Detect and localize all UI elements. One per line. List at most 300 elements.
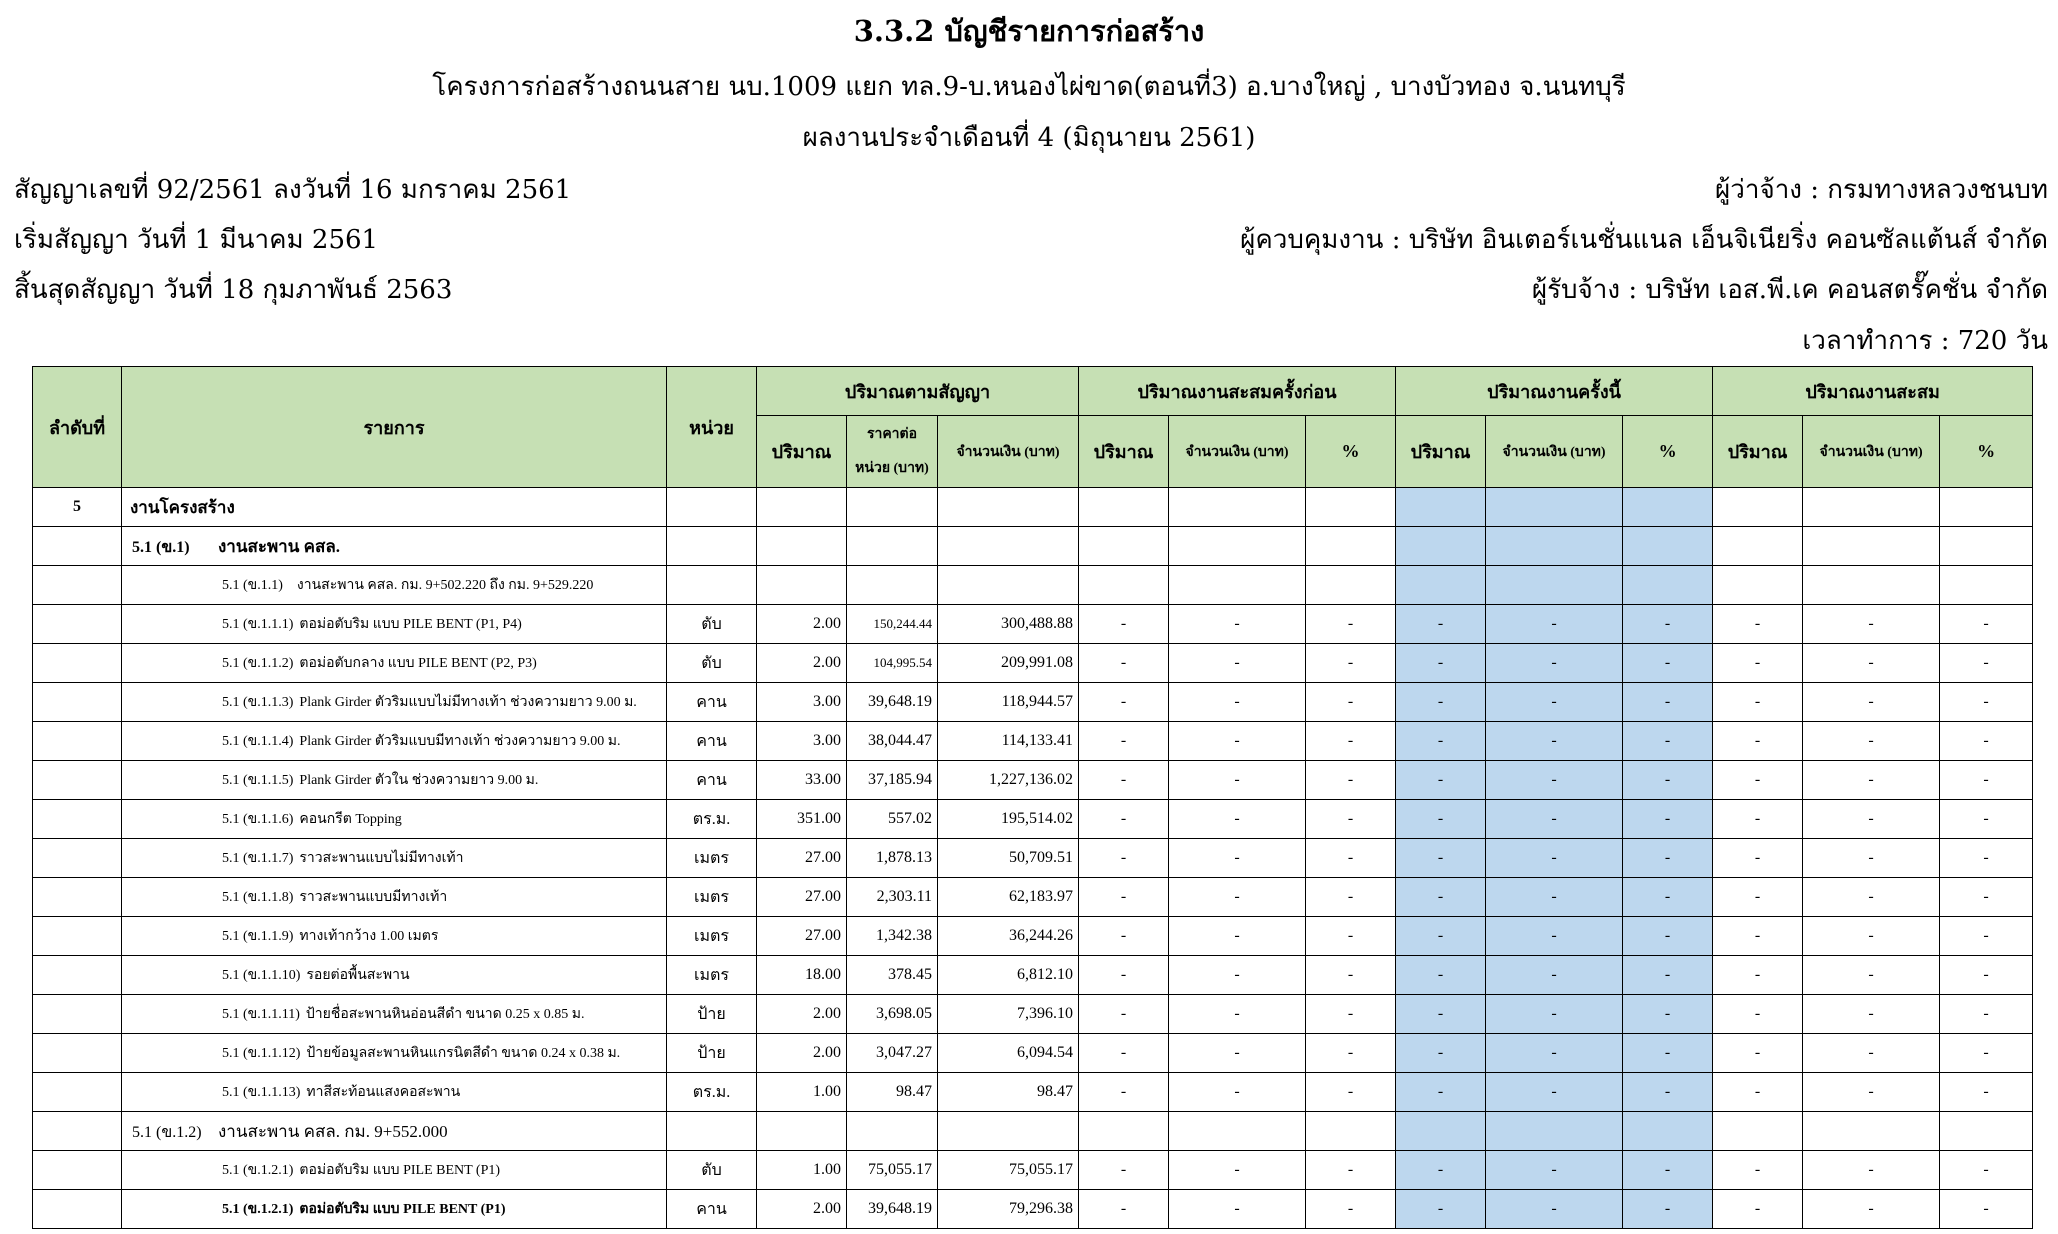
cell-amount: 79,296.38 (938, 1190, 1079, 1229)
cell-progress: - (1486, 917, 1623, 956)
cell-progress: - (1803, 878, 1940, 917)
table-row (33, 839, 2033, 878)
item-code: 5.1 (ข.1.1.10) (222, 968, 301, 983)
cell-progress: - (1803, 1073, 1940, 1112)
cell-progress: - (1803, 1034, 1940, 1073)
cell-item (122, 761, 667, 800)
cell-progress: - (1486, 1190, 1623, 1229)
document-title: 3.3.2 บัญชีรายการก่อสร้าง (853, 14, 1205, 48)
item-code: 5.1 (ข.1.2) (132, 1123, 202, 1141)
cell-progress (1623, 488, 1713, 527)
work-duration: เวลาทำการ : 720 วัน (1802, 326, 2048, 356)
cell-unit-price: 1,342.38 (847, 917, 938, 956)
cell-progress: - (1396, 1151, 1486, 1190)
cell-progress (1169, 488, 1306, 527)
cell-unit-price: 378.45 (847, 956, 938, 995)
cell-progress (1079, 1112, 1169, 1151)
table-row (33, 605, 2033, 644)
table-row (33, 566, 2033, 605)
cell-item (122, 956, 667, 995)
cell-progress: - (1306, 1073, 1396, 1112)
cell-item (122, 1112, 667, 1151)
cell-no (33, 644, 122, 683)
cell-unit: เมตร (667, 839, 757, 878)
cell-progress: - (1079, 995, 1169, 1034)
cell-amount (938, 1112, 1079, 1151)
cell-unit: คาน (667, 683, 757, 722)
cell-progress: - (1803, 605, 1940, 644)
contract-number: สัญญาเลขที่ 92/2561 ลงวันที่ 16 มกราคม 2561 (14, 175, 572, 205)
cell-amount: 209,991.08 (938, 644, 1079, 683)
cell-amount: 62,183.97 (938, 878, 1079, 917)
cell-progress: - (1623, 878, 1713, 917)
cell-progress: - (1396, 761, 1486, 800)
cell-progress: - (1803, 995, 1940, 1034)
cell-progress: - (1623, 683, 1713, 722)
item-description: ตอม่อตับกลาง แบบ PILE BENT (P2, P3) (299, 656, 537, 671)
cell-progress: - (1079, 761, 1169, 800)
cell-progress: - (1169, 605, 1306, 644)
cell-item (122, 878, 667, 917)
item-description: ตอม่อตับริม แบบ PILE BENT (P1) (299, 1202, 506, 1217)
cell-amount: 75,055.17 (938, 1151, 1079, 1190)
cell-progress: - (1940, 1034, 2033, 1073)
cell-progress: - (1079, 878, 1169, 917)
cell-item (122, 1034, 667, 1073)
cell-amount (938, 527, 1079, 566)
cell-progress: - (1306, 878, 1396, 917)
cell-progress: - (1079, 683, 1169, 722)
cell-no (33, 1112, 122, 1151)
cell-progress: - (1169, 644, 1306, 683)
cell-progress: - (1169, 761, 1306, 800)
cell-amount (938, 566, 1079, 605)
cell-unit-price (847, 527, 938, 566)
cell-progress (1623, 566, 1713, 605)
cell-progress: - (1940, 800, 2033, 839)
cell-progress (1396, 527, 1486, 566)
cell-progress: - (1486, 878, 1623, 917)
item-description: ป้ายข้อมูลสะพานหินแกรนิตสีดำ ขนาด 0.24 x 0.38 ม. (306, 1046, 621, 1061)
cell-progress: - (1306, 722, 1396, 761)
table-row (33, 1190, 2033, 1229)
cell-amount: 36,244.26 (938, 917, 1079, 956)
cell-qty: 18.00 (757, 956, 847, 995)
item-description: ตอม่อตับริม แบบ PILE BENT (P1, P4) (299, 617, 522, 632)
item-code: 5.1 (ข.1.1.6) (222, 812, 294, 827)
table-row (33, 1034, 2033, 1073)
cell-qty: 351.00 (757, 800, 847, 839)
cell-progress: - (1803, 683, 1940, 722)
cell-unit (667, 1112, 757, 1151)
cell-progress: - (1169, 1073, 1306, 1112)
cell-progress (1306, 1112, 1396, 1151)
cell-unit: ตับ (667, 644, 757, 683)
cell-progress: - (1486, 761, 1623, 800)
cell-progress (1306, 566, 1396, 605)
cell-item (122, 527, 667, 566)
cell-no (33, 566, 122, 605)
cell-amount: 6,812.10 (938, 956, 1079, 995)
cell-unit: ป้าย (667, 995, 757, 1034)
col-header-item: รายการ (122, 367, 667, 488)
cell-qty: 27.00 (757, 917, 847, 956)
cell-progress: - (1940, 1190, 2033, 1229)
cell-unit-price: 1,878.13 (847, 839, 938, 878)
cell-progress: - (1396, 605, 1486, 644)
supervisor: ผู้ควบคุมงาน : บริษัท อินเตอร์เนชั่นแนล เอ็นจิเนียริ่ง คอนซัลแต้นส์ จำกัด (1240, 225, 2048, 255)
item-code: 5.1 (ข.1.1.9) (222, 929, 294, 944)
cell-amount: 7,396.10 (938, 995, 1079, 1034)
col-header-amount: จำนวนเงิน (บาท) (1803, 416, 1940, 488)
cell-progress: - (1713, 644, 1803, 683)
cell-progress: - (1169, 1151, 1306, 1190)
cell-amount: 300,488.88 (938, 605, 1079, 644)
item-description: งานโครงสร้าง (130, 497, 235, 517)
cell-progress: - (1713, 1073, 1803, 1112)
col-header-percent: % (1623, 416, 1713, 488)
cell-progress: - (1486, 956, 1623, 995)
cell-progress: - (1306, 956, 1396, 995)
cell-no (33, 956, 122, 995)
cell-progress: - (1940, 1151, 2033, 1190)
cell-progress (1713, 566, 1803, 605)
cell-no (33, 1190, 122, 1229)
cell-progress: - (1803, 644, 1940, 683)
report-period: ผลงานประจำเดือนที่ 4 (มิถุนายน 2561) (802, 123, 1256, 153)
item-description: รอยต่อพื้นสะพาน (306, 968, 410, 983)
col-header-qty: ปริมาณ (1713, 416, 1803, 488)
col-header-amount: จำนวนเงิน (บาท) (938, 416, 1079, 488)
group-header-this-period: ปริมาณงานครั้งนี้ (1396, 367, 1713, 416)
cell-progress: - (1169, 1190, 1306, 1229)
cell-progress: - (1079, 839, 1169, 878)
cell-progress: - (1623, 917, 1713, 956)
cell-progress: - (1940, 1073, 2033, 1112)
cell-progress: - (1486, 605, 1623, 644)
cell-unit-price: 3,698.05 (847, 995, 938, 1034)
cell-item (122, 995, 667, 1034)
cell-progress: - (1713, 1034, 1803, 1073)
cell-progress: - (1623, 1190, 1713, 1229)
item-code: 5.1 (ข.1.1.11) (222, 1007, 300, 1022)
cell-progress (1623, 1112, 1713, 1151)
cell-qty: 3.00 (757, 722, 847, 761)
cell-progress: - (1803, 761, 1940, 800)
item-description: งานสะพาน คสล. (218, 536, 341, 556)
cell-qty (757, 488, 847, 527)
cell-item (122, 1151, 667, 1190)
cell-unit: คาน (667, 722, 757, 761)
item-description: Plank Girder ตัวริมแบบไม่มีทางเท้า ช่วงความยาว 9.00 ม. (299, 695, 637, 710)
item-description: ทางเท้ากว้าง 1.00 เมตร (299, 929, 439, 944)
cell-amount: 114,133.41 (938, 722, 1079, 761)
cell-progress: - (1396, 839, 1486, 878)
cell-progress: - (1940, 956, 2033, 995)
cell-progress: - (1306, 761, 1396, 800)
cell-progress: - (1623, 995, 1713, 1034)
cell-progress: - (1623, 1073, 1713, 1112)
col-header-unit-price: ราคาต่อหน่วย (บาท) (847, 416, 938, 488)
col-header-amount: จำนวนเงิน (บาท) (1486, 416, 1623, 488)
cell-progress: - (1803, 722, 1940, 761)
cell-qty: 1.00 (757, 1073, 847, 1112)
cell-qty: 2.00 (757, 1034, 847, 1073)
cell-unit: เมตร (667, 878, 757, 917)
cell-qty: 2.00 (757, 995, 847, 1034)
cell-unit-price: 39,648.19 (847, 1190, 938, 1229)
cell-qty: 1.00 (757, 1151, 847, 1190)
cell-progress: - (1713, 683, 1803, 722)
cell-unit-price: 557.02 (847, 800, 938, 839)
cell-progress: - (1079, 605, 1169, 644)
cell-qty: 3.00 (757, 683, 847, 722)
cell-progress: - (1396, 995, 1486, 1034)
cell-progress: - (1396, 1034, 1486, 1073)
cell-unit (667, 527, 757, 566)
cell-amount: 118,944.57 (938, 683, 1079, 722)
cell-unit: เมตร (667, 917, 757, 956)
cell-progress (1306, 488, 1396, 527)
contract-start: เริ่มสัญญา วันที่ 1 มีนาคม 2561 (14, 225, 379, 255)
cell-no (33, 722, 122, 761)
table-row (33, 995, 2033, 1034)
cell-progress: - (1306, 839, 1396, 878)
cell-no (33, 1034, 122, 1073)
cell-unit-price: 39,648.19 (847, 683, 938, 722)
cell-progress (1486, 527, 1623, 566)
cell-progress: - (1306, 1034, 1396, 1073)
cell-progress: - (1623, 800, 1713, 839)
cell-progress: - (1713, 839, 1803, 878)
cell-progress: - (1169, 878, 1306, 917)
cell-progress: - (1713, 878, 1803, 917)
cell-progress (1803, 1112, 1940, 1151)
cell-item (122, 644, 667, 683)
cell-progress: - (1169, 917, 1306, 956)
cell-progress: - (1486, 644, 1623, 683)
cell-qty (757, 566, 847, 605)
cell-progress (1169, 566, 1306, 605)
cell-item (122, 839, 667, 878)
group-header-previous: ปริมาณงานสะสมครั้งก่อน (1079, 367, 1396, 416)
col-header-qty: ปริมาณ (757, 416, 847, 488)
cell-progress: - (1079, 644, 1169, 683)
group-header-cumulative: ปริมาณงานสะสม (1713, 367, 2033, 416)
cell-progress (1940, 488, 2033, 527)
table-row (33, 488, 2033, 527)
cell-progress: - (1940, 878, 2033, 917)
cell-progress (1803, 488, 1940, 527)
cell-no (33, 995, 122, 1034)
cell-item (122, 683, 667, 722)
group-header-contract: ปริมาณตามสัญญา (757, 367, 1079, 416)
cell-progress: - (1396, 956, 1486, 995)
cell-progress (1079, 527, 1169, 566)
cell-item (122, 488, 667, 527)
cell-unit (667, 488, 757, 527)
item-code: 5.1 (ข.1.2.1) (222, 1163, 294, 1178)
table-row (33, 644, 2033, 683)
cell-unit-price: 104,995.54 (847, 644, 938, 683)
cell-progress: - (1486, 800, 1623, 839)
cell-progress: - (1079, 1151, 1169, 1190)
item-description: คอนกรีต Topping (299, 812, 402, 827)
cell-amount: 1,227,136.02 (938, 761, 1079, 800)
cell-progress: - (1623, 956, 1713, 995)
cell-progress: - (1623, 761, 1713, 800)
cell-no (33, 1073, 122, 1112)
table-row (33, 1151, 2033, 1190)
cell-progress: - (1486, 1034, 1623, 1073)
item-description: งานสะพาน คสล. กม. 9+502.220 ถึง กม. 9+529.220 (296, 578, 594, 593)
cell-unit-price: 38,044.47 (847, 722, 938, 761)
cell-progress (1169, 1112, 1306, 1151)
cell-progress: - (1306, 605, 1396, 644)
cell-progress: - (1306, 995, 1396, 1034)
cell-progress: - (1713, 1190, 1803, 1229)
cell-progress: - (1169, 956, 1306, 995)
cell-progress: - (1803, 917, 1940, 956)
cell-unit-price: 3,047.27 (847, 1034, 938, 1073)
item-description: Plank Girder ตัวริมแบบมีทางเท้า ช่วงความยาว 9.00 ม. (299, 734, 621, 749)
cell-unit-price: 98.47 (847, 1073, 938, 1112)
cell-qty (757, 527, 847, 566)
cell-progress: - (1079, 917, 1169, 956)
item-code: 5.1 (ข.1.2.1) (222, 1202, 294, 1217)
cell-amount: 98.47 (938, 1073, 1079, 1112)
cell-progress: - (1713, 800, 1803, 839)
cell-unit-price: 37,185.94 (847, 761, 938, 800)
cell-no (33, 878, 122, 917)
item-code: 5.1 (ข.1) (132, 538, 190, 556)
cell-unit-price: 150,244.44 (847, 605, 938, 644)
cell-progress (1803, 566, 1940, 605)
cell-progress: - (1623, 644, 1713, 683)
cell-progress: - (1940, 839, 2033, 878)
cell-progress (1940, 527, 2033, 566)
col-header-unit: หน่วย (667, 367, 757, 488)
cell-progress: - (1306, 800, 1396, 839)
cell-progress (1486, 1112, 1623, 1151)
cell-qty: 2.00 (757, 644, 847, 683)
cell-progress: - (1940, 995, 2033, 1034)
employer: ผู้ว่าจ้าง : กรมทางหลวงชนบท (1715, 175, 2048, 205)
cell-item (122, 566, 667, 605)
table-row (33, 956, 2033, 995)
cell-progress: - (1486, 995, 1623, 1034)
item-code: 5.1 (ข.1.1.5) (222, 773, 294, 788)
cell-progress: - (1940, 683, 2033, 722)
cell-progress: - (1486, 1151, 1623, 1190)
cell-qty: 2.00 (757, 605, 847, 644)
cell-no (33, 917, 122, 956)
cell-progress: - (1079, 800, 1169, 839)
cell-progress: - (1396, 800, 1486, 839)
item-code: 5.1 (ข.1.1.7) (222, 851, 294, 866)
cell-unit: ป้าย (667, 1034, 757, 1073)
table-row (33, 761, 2033, 800)
cell-no (33, 800, 122, 839)
col-header-qty: ปริมาณ (1079, 416, 1169, 488)
construction-items-table (32, 366, 2033, 1229)
cell-no: 5 (33, 488, 122, 527)
cell-progress: - (1486, 839, 1623, 878)
item-description: ป้ายชื่อสะพานหินอ่อนสีดำ ขนาด 0.25 x 0.85 ม. (305, 1007, 585, 1022)
cell-progress: - (1713, 1151, 1803, 1190)
cell-no (33, 683, 122, 722)
cell-progress: - (1306, 644, 1396, 683)
cell-qty: 27.00 (757, 839, 847, 878)
cell-progress: - (1803, 1151, 1940, 1190)
cell-progress: - (1169, 1034, 1306, 1073)
item-description: ตอม่อตับริม แบบ PILE BENT (P1) (299, 1163, 501, 1178)
cell-progress: - (1623, 1151, 1713, 1190)
item-description: ราวสะพานแบบไม่มีทางเท้า (299, 851, 464, 866)
cell-progress: - (1306, 917, 1396, 956)
cell-progress: - (1623, 605, 1713, 644)
table-row (33, 722, 2033, 761)
cell-progress: - (1803, 956, 1940, 995)
cell-progress (1396, 1112, 1486, 1151)
cell-progress: - (1623, 839, 1713, 878)
col-header-no: ลำดับที่ (33, 367, 122, 488)
table-row (33, 878, 2033, 917)
cell-progress (1306, 527, 1396, 566)
cell-unit: เมตร (667, 956, 757, 995)
cell-progress: - (1486, 1073, 1623, 1112)
cell-progress: - (1169, 839, 1306, 878)
cell-amount (938, 488, 1079, 527)
cell-progress: - (1396, 917, 1486, 956)
col-header-qty: ปริมาณ (1396, 416, 1486, 488)
cell-unit-price (847, 1112, 938, 1151)
cell-no (33, 527, 122, 566)
cell-item (122, 722, 667, 761)
cell-progress: - (1713, 956, 1803, 995)
item-description: Plank Girder ตัวใน ช่วงความยาว 9.00 ม. (299, 773, 539, 788)
item-code: 5.1 (ข.1.1.1) (222, 617, 294, 632)
cell-unit: ตับ (667, 605, 757, 644)
cell-progress (1803, 527, 1940, 566)
cell-unit-price: 75,055.17 (847, 1151, 938, 1190)
cell-progress: - (1079, 722, 1169, 761)
cell-progress: - (1623, 1034, 1713, 1073)
item-code: 5.1 (ข.1.1.3) (222, 695, 294, 710)
cell-progress: - (1940, 605, 2033, 644)
col-header-percent: % (1940, 416, 2033, 488)
cell-qty: 27.00 (757, 878, 847, 917)
cell-progress: - (1306, 683, 1396, 722)
cell-unit: ตับ (667, 1151, 757, 1190)
cell-progress: - (1940, 761, 2033, 800)
cell-progress (1486, 566, 1623, 605)
cell-progress: - (1486, 722, 1623, 761)
cell-progress: - (1306, 1190, 1396, 1229)
cell-progress: - (1713, 995, 1803, 1034)
cell-progress: - (1079, 1073, 1169, 1112)
table-row (33, 527, 2033, 566)
cell-item (122, 800, 667, 839)
cell-progress: - (1079, 956, 1169, 995)
cell-progress: - (1803, 839, 1940, 878)
cell-progress: - (1940, 722, 2033, 761)
cell-progress: - (1940, 917, 2033, 956)
cell-progress: - (1486, 683, 1623, 722)
cell-progress: - (1803, 800, 1940, 839)
cell-unit (667, 566, 757, 605)
cell-progress (1486, 488, 1623, 527)
